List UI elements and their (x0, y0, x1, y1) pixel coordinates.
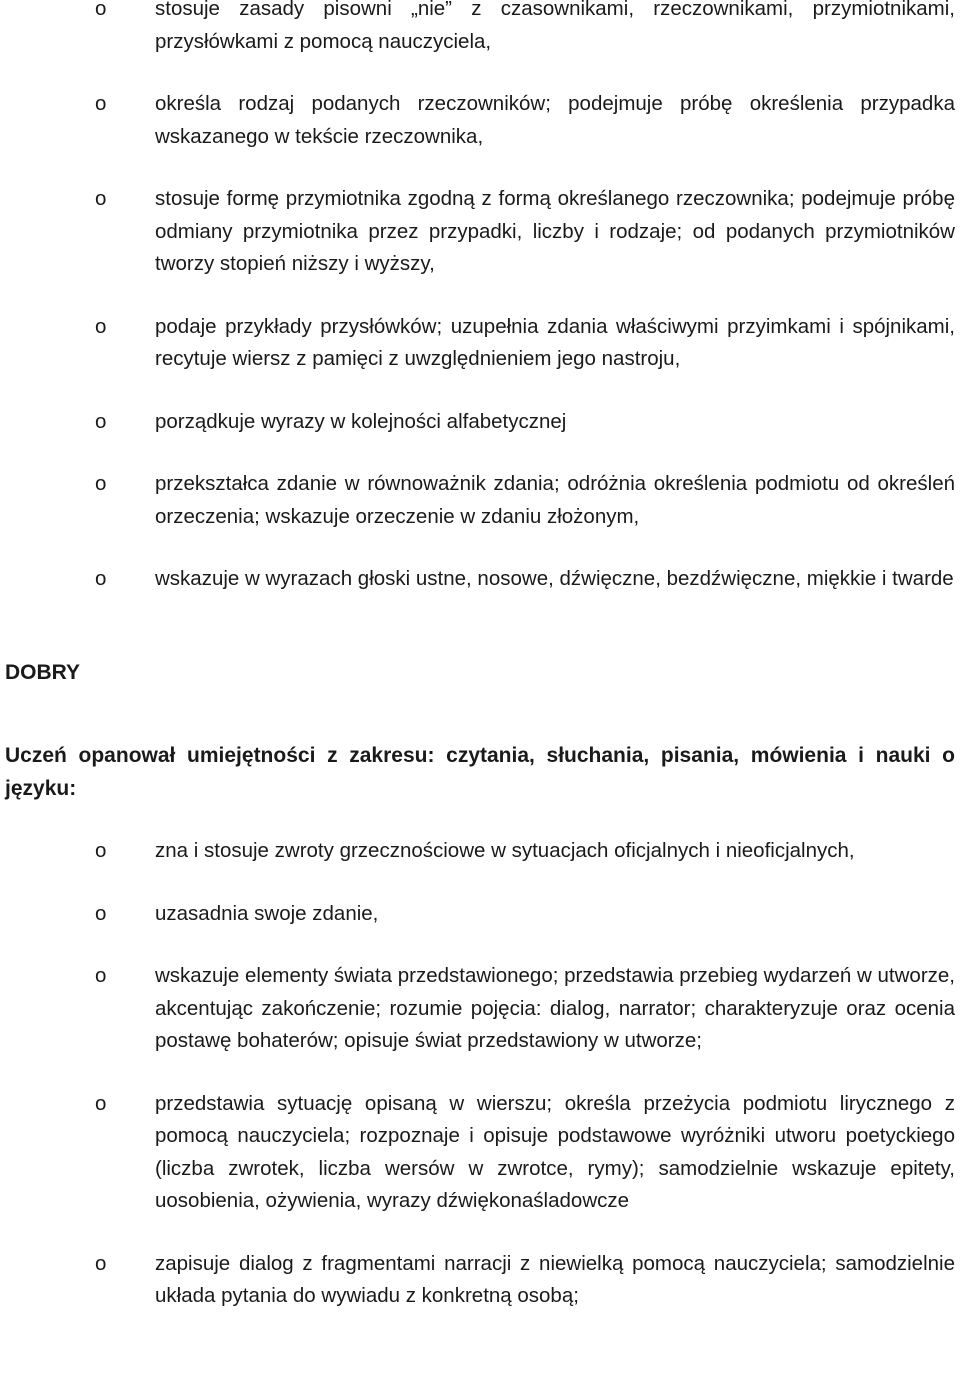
requirements-list-dobry (0, 835, 960, 1343)
bullet-marker: o (95, 0, 107, 20)
list-item (0, 468, 960, 533)
list-item-text: wskazuje elementy świata przedstawionego; przedstawia przebieg wydarzeń w utworze, akcentując zakończenie; rozumie pojęcia: dialog, narrator; charakteryzuje oraz ocenia postawę bohaterów; opisuje świat przedstawiony w utworze; (155, 964, 955, 1052)
list-item (0, 88, 960, 153)
grade-intro: Uczeń opanował umiejętności z zakresu: czytania, słuchania, pisania, mówienia i nauki o języku: (5, 744, 955, 800)
bullet-marker: o (95, 409, 107, 433)
list-item-text: stosuje zasady pisowni „nie” z czasownikami, rzeczownikami, przymiotnikami, przysłówkami z pomocą nauczyciela, (155, 0, 955, 53)
list-item (0, 311, 960, 376)
requirements-list-top (0, 0, 960, 626)
list-item-text: uzasadnia swoje zdanie, (155, 901, 379, 925)
bullet-marker: o (95, 964, 107, 987)
bullet-marker: o (95, 1091, 107, 1115)
list-item-text: przedstawia sytuację opisaną w wierszu; określa przeżycia podmiotu lirycznego z pomocą nauczyciela; rozpoznaje i opisuje podstawowe wyróżniki utworu poetyckiego (liczba zwrotek, liczba wersów w zwrotce, rymy); samodzielnie wskazuje epitety, uosobienia, ożywienia, wyrazy dźwiękonaśladowcze (155, 1091, 955, 1212)
list-item (0, 183, 960, 281)
list-item (0, 960, 960, 1058)
list-item-text: stosuje formę przymiotnika zgodną z formą określanego rzeczownika; podejmuje próbę odmiany przymiotnika przez przypadki, liczby i rodzaje; od podanych przymiotników tworzy stopień niższy i wyższy, (155, 187, 955, 275)
list-item (0, 835, 960, 868)
list-item-text: porządkuje wyrazy w kolejności alfabetycznej (155, 409, 567, 433)
bullet-marker: o (95, 92, 107, 115)
bullet-marker: o (95, 472, 107, 495)
list-item-text: zna i stosuje zwroty grzecznościowe w sytuacjach oficjalnych i nieoficjalnych, (155, 839, 855, 862)
bullet-marker: o (95, 314, 107, 338)
list-item-text: wskazuje w wyrazach głoski ustne, nosowe, dźwięczne, bezdźwięczne, miękkie i twarde (155, 567, 954, 590)
list-item-text: przekształca zdanie w równoważnik zdania; odróżnia określenia podmiotu od określeń orzeczenia; wskazuje orzeczenie w zdaniu złożonym, (155, 472, 955, 528)
bullet-marker: o (95, 839, 107, 862)
list-item (0, 1088, 960, 1218)
bullet-marker: o (95, 901, 107, 925)
list-item-text: określa rodzaj podanych rzeczowników; podejmuje próbę określenia przypadka wskazanego w tekście rzeczownika, (155, 92, 955, 148)
list-item (0, 1248, 960, 1313)
bullet-marker: o (95, 1251, 107, 1275)
bullet-marker: o (95, 187, 107, 210)
bullet-marker: o (95, 567, 107, 590)
list-item-text: zapisuje dialog z fragmentami narracji z niewielką pomocą nauczyciela; samodzielnie układa pytania do wywiadu z konkretną osobą; (155, 1251, 955, 1307)
list-item (0, 0, 960, 58)
list-item (0, 898, 960, 931)
list-item (0, 563, 960, 596)
list-item (0, 406, 960, 439)
list-item-text: podaje przykłady przysłówków; uzupełnia zdania właściwymi przyimkami i spójnikami, recytuje wiersz z pamięci z uwzględnieniem jego nastroju, (155, 314, 955, 370)
grade-heading: DOBRY (5, 661, 81, 684)
